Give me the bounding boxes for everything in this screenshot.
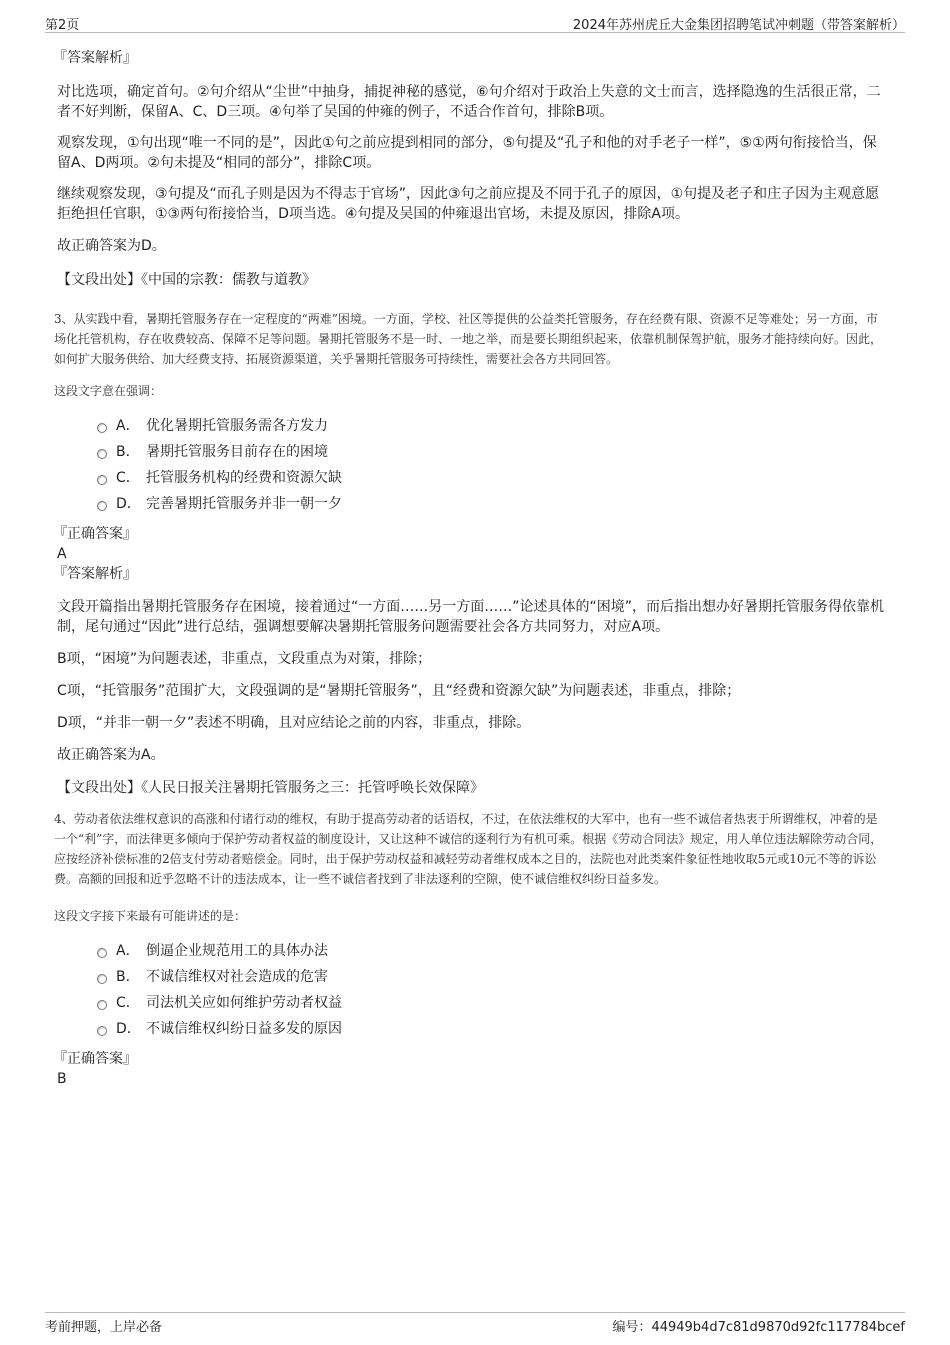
option-b[interactable]: B． 暑期托管服务目前存在的困境 xyxy=(97,439,887,465)
option-b[interactable]: B． 不诚信维权对社会造成的危害 xyxy=(97,964,887,990)
page-header xyxy=(45,14,905,33)
analysis-conclusion: 故正确答案为A。 xyxy=(57,747,165,763)
radio-icon[interactable] xyxy=(97,475,107,485)
correct-answer-label: 『正确答案』 xyxy=(53,1051,137,1067)
footer-slogan: 考前押题，上岸必备 xyxy=(45,1320,163,1335)
document-body xyxy=(53,44,887,1088)
passage-source: 【文段出处】《人民日报关注暑期托管服务之三：托管呼唤长效保障》 xyxy=(57,780,484,796)
radio-icon[interactable] xyxy=(97,501,107,511)
analysis-conclusion: 故正确答案为D。 xyxy=(57,238,166,254)
radio-icon[interactable] xyxy=(97,1026,107,1036)
document-id: 编号：44949b4d7c81d9870d92fc117784bcef xyxy=(612,1320,905,1335)
radio-icon[interactable] xyxy=(97,1000,107,1010)
passage-source: 【文段出处】《中国的宗教：儒教与道教》 xyxy=(57,272,316,288)
analysis-label: 『答案解析』 xyxy=(53,566,137,582)
analysis-paragraph: B项，“困境”为问题表述，非重点，文段重点为对策，排除； xyxy=(57,651,432,667)
analysis-paragraph: D项，“并非一朝一夕”表述不明确，且对应结论之前的内容，非重点，排除。 xyxy=(57,715,531,731)
analysis-paragraph: 继续观察发现，③句提及“而孔子则是因为不得志于官场”，因此③句之前应提及不同于孔子的原因，①句提及老子和庄子因为主观意愿拒绝担任官职，①③两句衔接恰当，D项当选。④句提及吴国的仲雍退出官场，未提及原因，排除A项。 xyxy=(57,186,880,222)
option-d[interactable]: D． 完善暑期托管服务并非一朝一夕 xyxy=(97,491,887,517)
radio-icon[interactable] xyxy=(97,423,107,433)
document-title: 2024年苏州虎丘大金集团招聘笔试冲刺题（带答案解析） xyxy=(572,18,905,33)
question-4-prompt: 这段文字接下来最有可能讲述的是： xyxy=(54,909,247,923)
radio-icon[interactable] xyxy=(97,948,107,958)
correct-answer: B xyxy=(57,1071,67,1087)
option-c[interactable]: C． 司法机关应如何维护劳动者权益 xyxy=(97,990,887,1016)
page-footer xyxy=(45,1312,905,1334)
analysis-paragraph: C项，“托管服务”范围扩大，文段强调的是“暑期托管服务”，且“经费和资源欠缺”为问题表述，非重点，排除； xyxy=(57,683,741,699)
question-3-options xyxy=(57,413,887,517)
question-4-options xyxy=(57,938,887,1042)
analysis-paragraph: 对比选项，确定首句。②句介绍从“尘世”中抽身，捕捉神秘的感觉，⑥句介绍对于政治上失意的文士而言，选择隐逸的生活很正常，二者不好判断，保留A、C、D三项。④句举了吴国的仲雍的例子，不适合作首句，排除B项。 xyxy=(57,84,881,120)
analysis-paragraph: 观察发现，①句出现“唯一不同的是”，因此①句之前应提到相同的部分，⑤句提及“孔子和他的对手老子一样”，⑤①两句衔接恰当，保留A、D两项。②句未提及“相同的部分”，排除C项。 xyxy=(57,135,877,171)
analysis-label: 『答案解析』 xyxy=(53,50,137,66)
question-4-text: 4、劳动者依法维权意识的高涨和付诸行动的维权，有助于提高劳动者的话语权，不过，在依法维权的大军中，也有一些不诚信者热衷于所谓维权，冲着的是一个“利”字，而法律更多倾向于保护劳动者权益的制度设计，又让这种不诚信的逐利行为有机可乘。根据《劳动合同法》规定，用人单位违法解除劳动合同，应按经济补偿标准的2倍支付劳动者赔偿金。同时，出于保护劳动权益和减轻劳动者维权成本之目的，法院也对此类案件象征性地收取5元或10元不等的诉讼费。高额的回报和近乎忽略不计的违法成本，让一些不诚信者找到了非法逐利的空隙，使不诚信维权纠纷日益多发。 xyxy=(54,812,883,886)
option-d[interactable]: D． 不诚信维权纠纷日益多发的原因 xyxy=(97,1016,887,1042)
question-3-text: 3、从实践中看，暑期托管服务存在一定程度的“两难”困境。一方面，学校、社区等提供的公益类托管服务，存在经费有限、资源不足等难处；另一方面，市场化托管机构，存在收费较高、保障不足等问题。暑期托管服务不是一时、一地之举，而是要长期组织起来，依靠机制保驾护航，服务才能持续向好。因此，如何扩大服务供给、加大经费支持、拓展资源渠道，关乎暑期托管服务可持续性，需要社会各方共同回答。 xyxy=(54,312,883,366)
page-number: 第2页 xyxy=(45,18,80,33)
analysis-paragraph: 文段开篇指出暑期托管服务存在困境，接着通过“一方面……另一方面……”论述具体的“困境”，而后指出想办好暑期托管服务得依靠机制，尾句通过“因此”进行总结，强调想要解决暑期托管服务问题需要社会各方共同努力，对应A项。 xyxy=(57,599,885,635)
option-c[interactable]: C． 托管服务机构的经费和资源欠缺 xyxy=(97,465,887,491)
radio-icon[interactable] xyxy=(97,449,107,459)
question-3-prompt: 这段文字意在强调： xyxy=(54,384,163,398)
radio-icon[interactable] xyxy=(97,974,107,984)
option-a[interactable]: A． 倒逼企业规范用工的具体办法 xyxy=(97,938,887,964)
option-a[interactable]: A． 优化暑期托管服务需各方发力 xyxy=(97,413,887,439)
correct-answer: A xyxy=(57,546,67,562)
correct-answer-label: 『正确答案』 xyxy=(53,526,137,542)
